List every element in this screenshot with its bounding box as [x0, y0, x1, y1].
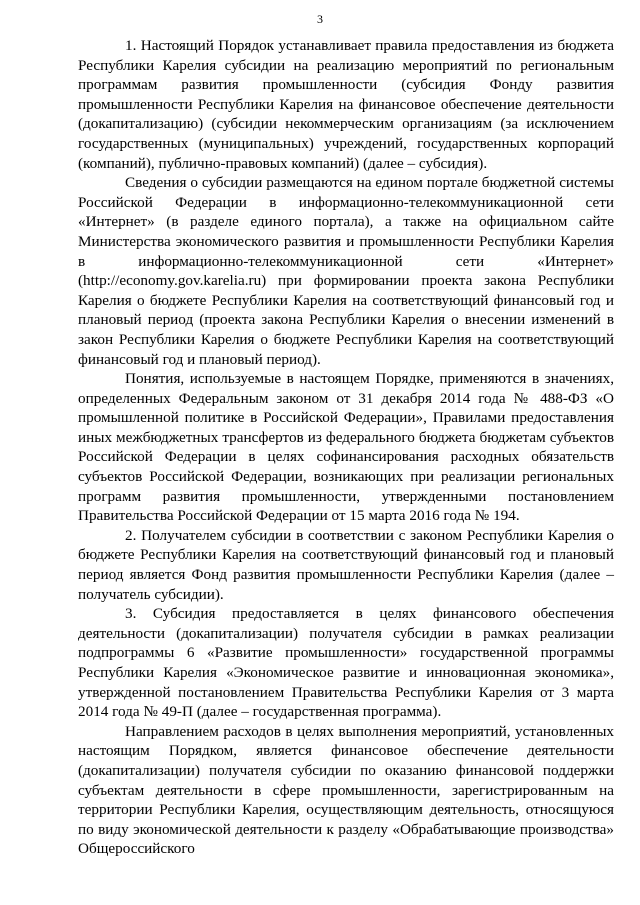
- page-number: 3: [317, 12, 323, 26]
- document-body: [78, 36, 614, 859]
- paragraph-1-purpose: 1. Настоящий Порядок устанавливает правила предоставления из бюджета Республики Карелия субсидии на реализацию мероприятий по региональным программам развития промышленности (субсидия Фонду развития промышленности Республики Карелия на финансовое обеспечение деятельности (докапитализацию) (субсидии некоммерческим организациям (за исключением государственных (муниципальных) учреждений, государственных корпораций (компаний), публично-правовых компаний) (далее – субсидия).: [78, 37, 614, 172]
- paragraph-2-recipient: 2. Получателем субсидии в соответствии с законом Республики Карелия о бюджете Республики Карелия на соответствующий финансовый год и плановый период является Фонд развития промышленности Республики Карелия (далее – получатель субсидии).: [78, 526, 614, 603]
- paragraph-definitions: Понятия, используемые в настоящем Порядке, применяются в значениях, определенных Федеральным законом от 31 декабря 2014 года № 488-ФЗ «О промышленной политике в Российской Федерации», Правилами предоставления иных межбюджетных трансфертов из федерального бюджета бюджетам субъектов Российской Федерации в целях софинансирования расходных обязательств субъектов Российской Федерации, возникающих при реализации региональных программ развития промышленности, утвержденными постановлением Правительства Российской Федерации от 15 марта 2016 года № 194.: [78, 370, 614, 525]
- paragraph-expense-direction: Направлением расходов в целях выполнения мероприятий, установленных настоящим Порядком, является финансовое обеспечение деятельности (докапитализации) получателя субсидии по оказанию финансовой поддержки субъектам деятельности в сфере промышленности, зарегистрированным на территории Республики Карелия, осуществляющим деятельность, относящуюся по виду экономической деятельности к разделу «Обрабатывающие производства» Общероссийского: [78, 722, 614, 858]
- paragraph-subsidy-information: Сведения о субсидии размещаются на едином портале бюджетной системы Российской Федерации в информационно-телекоммуникационной сети «Интернет» (в разделе единого портала), а также на официальном сайте Министерства экономического развития и промышленности Республики Карелия в информационно-телекоммуникационной сети «Интернет» (http://economy.gov.karelia.ru) при формировании проекта закона Республики Карелия о бюджете Республики Карелия на соответствующий финансовый год и плановый период (проекта закона Республики Карелия о внесении изменений в закон Республики Карелия о бюджете Республики Карелия на соответствующий финансовый год и плановый период).: [78, 174, 614, 368]
- paragraph-3-purpose-of-subsidy: 3. Субсидия предоставляется в целях финансового обеспечения деятельности (докапитализации) получателя субсидии в рамках реализации подпрограммы 6 «Развитие промышленности» государственной программы Республики Карелия «Экономическое развитие и инновационная экономика», утвержденной постановлением Правительства Республики Карелия от 3 марта 2014 года № 49-П (далее – государственная программа).: [78, 605, 614, 721]
